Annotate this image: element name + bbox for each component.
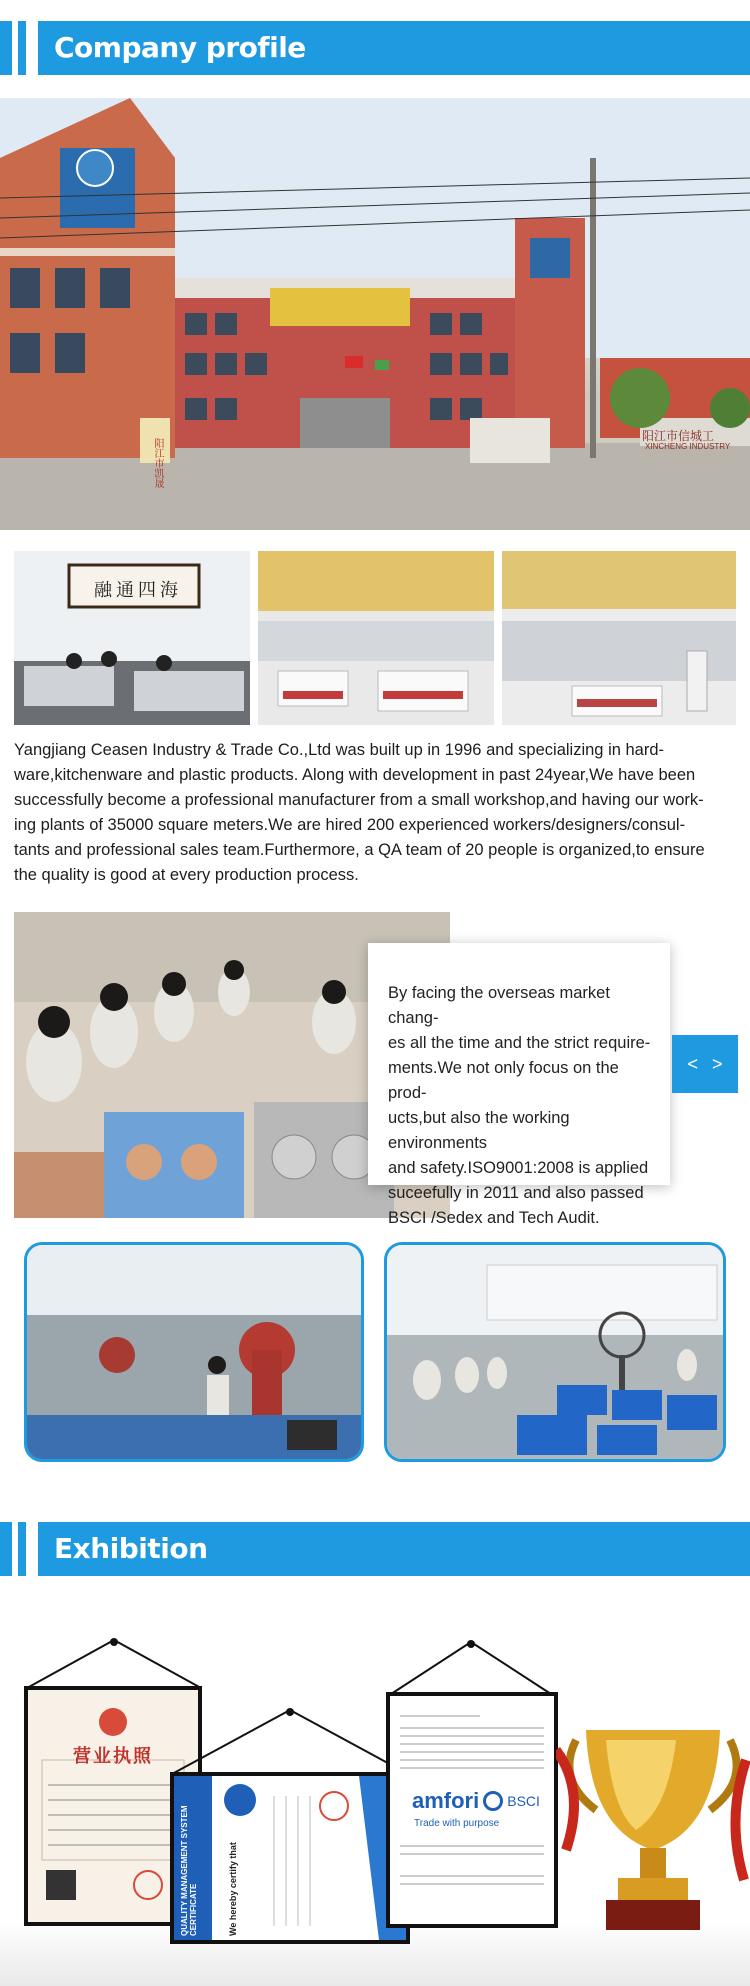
right-sign-sub: XINCHENG INDUSTRY xyxy=(645,442,731,451)
intro-line-1: Yangjiang Ceasen Industry & Trade Co.,Ltd was built up in 1996 and specializing in hard- xyxy=(14,741,665,759)
bsci-circle-icon xyxy=(483,1791,503,1811)
intro-line-2: ware,kitchenware and plastic products. Along with development in past 24year,We have been xyxy=(14,766,696,784)
certificates-display xyxy=(0,1600,750,1986)
bsci-brand xyxy=(412,1788,540,1814)
exhibition-title: Exhibition xyxy=(54,1532,208,1565)
bsci-brand-text: amfori xyxy=(412,1788,480,1813)
card-line-6: suceefully in 2011 and also passed xyxy=(388,1184,644,1202)
showroom-photo-2 xyxy=(502,551,736,725)
card-line-3: ments.We not only focus on the prod- xyxy=(388,1059,619,1102)
company-profile-banner xyxy=(0,21,750,75)
intro-line-3: successfully become a professional manufacturer from a small workshop,and having our work- xyxy=(14,791,704,809)
showroom-photo-1 xyxy=(258,551,494,725)
card-line-2: es all the time and the strict require- xyxy=(388,1034,651,1052)
right-sign-text: 阳江市信城工 xyxy=(642,429,715,443)
factory-building-photo xyxy=(0,98,750,530)
workshop-machines-photo xyxy=(24,1242,364,1462)
license-title: 营业执照 xyxy=(73,1746,153,1766)
office-photo xyxy=(14,551,250,725)
prev-arrow-icon[interactable]: < xyxy=(687,1053,698,1074)
intro-line-4: ing plants of 35000 square meters.We are hired 200 experienced workers/designers/consul- xyxy=(14,816,686,834)
next-arrow-icon[interactable]: > xyxy=(712,1053,723,1074)
iso-body-text: We hereby certify that xyxy=(228,1842,238,1936)
card-line-4: ucts,but also the working environments xyxy=(388,1109,570,1152)
bsci-label: BSCI xyxy=(507,1793,540,1809)
trophy-icon xyxy=(556,1720,750,1940)
bsci-tagline: Trade with purpose xyxy=(414,1818,500,1829)
intro-line-6: the quality is good at every production process. xyxy=(14,866,359,884)
bsci-certificate xyxy=(386,1692,558,1928)
intro-line-5: tants and professional sales team.Furthermore, a QA team of 20 people is organized,to ensure xyxy=(14,841,705,859)
workshop-crates-photo xyxy=(384,1242,726,1462)
company-profile-title: Company profile xyxy=(54,31,306,64)
carousel-nav xyxy=(672,1035,738,1093)
iso-side-text: QUALITY MANAGEMENT SYSTEM CERTIFICATE xyxy=(180,1805,198,1936)
card-line-1: By facing the overseas market chang- xyxy=(388,984,610,1027)
office-calligraphy: 融通四海 xyxy=(94,580,182,601)
card-line-5: and safety.ISO9001:2008 is applied xyxy=(388,1159,649,1177)
exhibition-banner xyxy=(0,1522,750,1576)
left-sign-text: 阳江市凯晟 xyxy=(152,438,163,488)
card-line-7: BSCI /Sedex and Tech Audit. xyxy=(388,1209,600,1227)
iso-certificate xyxy=(170,1772,410,1944)
quality-info-card xyxy=(368,943,670,1227)
